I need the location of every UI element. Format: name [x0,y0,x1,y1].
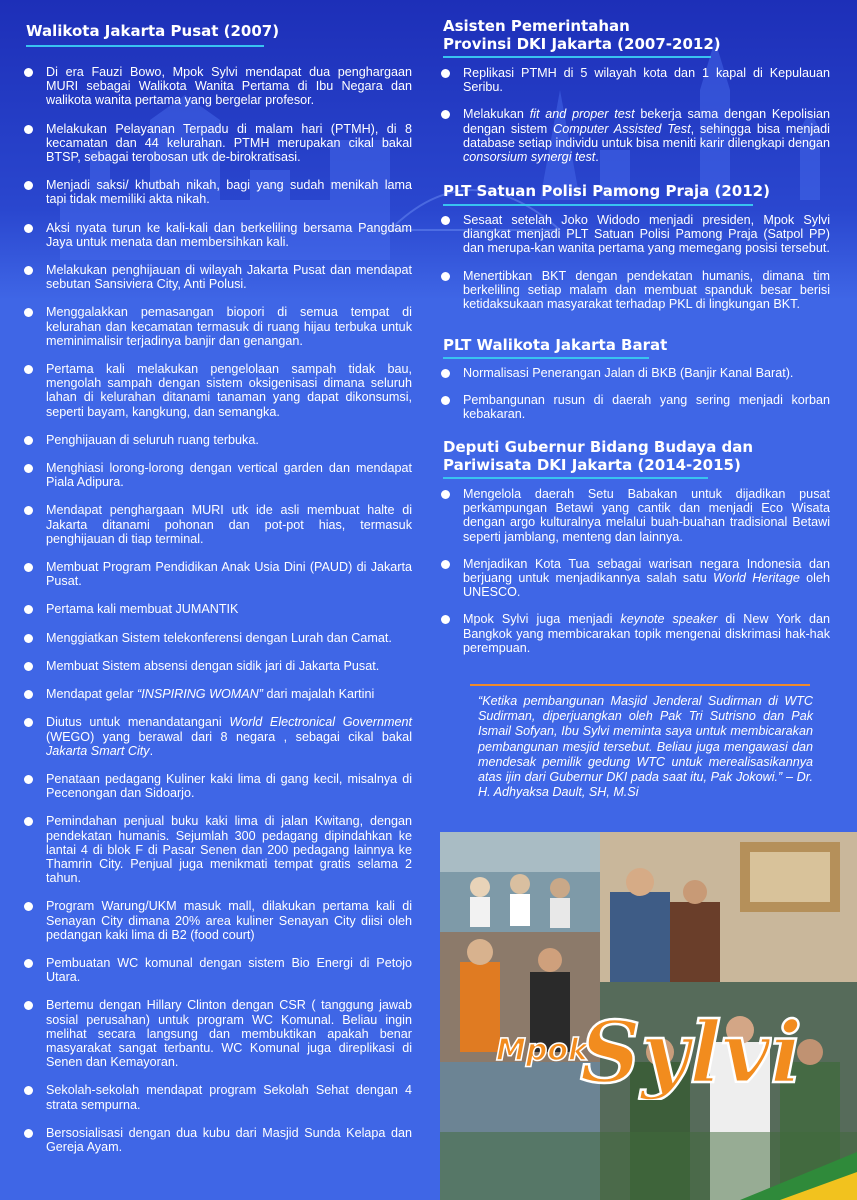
bullet-dot [24,662,33,671]
title-underline [26,45,264,47]
title-underline [443,56,711,58]
section-title-deputi-gubernur: Deputi Gubernur Bidang Budaya dan Pariwisata DKI Jakarta (2014-2015) [443,438,754,474]
bullet-dot [24,634,33,643]
bullet-dot [24,817,33,826]
list-item: Mengelola daerah Setu Babakan untuk dijadikan pusat perkampungan Betawi yang cantik dan menjadi Eco Wisata dengan argo kulturalnya melalui buah-buahan tradisional Betawi seperti jamblang, menteng dan lainnya. [437,487,830,544]
section-title-walikota-jakbar: PLT Walikota Jakarta Barat [443,336,668,354]
bullet-dot [24,224,33,233]
bullet-dot [24,181,33,190]
list-item: Menggalakkan pemasangan biopori di semua tempat di kelurahan dan kecamatan termasuk di ruang hijau terbuka untuk meminimalisir terjadinya banjir dan genangan. [20,305,412,348]
bullet-dot [24,266,33,275]
list-item: Aksi nyata turun ke kali-kali dan berkeliling bersama Pangdam Jaya untuk menata dan membersihkan kali. [20,221,412,249]
quote-divider [470,684,810,686]
list-item: Di era Fauzi Bowo, Mpok Sylvi mendapat dua penghargaan MURI sebagai Walikota Wanita Pertama di Ibu Negara dan walikota wanita pertama yang bergelar profesor. [20,65,412,108]
section-title-satpol-pp: PLT Satuan Polisi Pamong Praja (2012) [443,182,770,200]
bullet-dot [441,369,450,378]
list-item: Sesaat setelah Joko Widodo menjadi presiden, Mpok Sylvi diangkat menjadi PLT Satuan Polisi Pamong Praja (Satpol PP) dan merupa-kan wanita pertama yang memegang posisi tersebut. [437,213,830,256]
list-item: Pembangunan rusun di daerah yang sering menjadi korban kebakaran. [437,393,830,421]
bullet-dot [24,902,33,911]
bullet-dot [24,775,33,784]
bullet-dot [24,718,33,727]
bullet-dot [441,615,450,624]
list-item: Pemindahan penjual buku kaki lima di jalan Kwitang, dengan pendekatan humanis. Sejumlah 300 pedagang dipindahkan ke lantai 4 di blok F di Pasar Senen dan 200 pedagang lainnya ke Thamrin City. Penjual juga menikmati tempat gratis selama 2 tahun. [20,814,412,885]
mpok-sylvi-logo [488,990,808,1100]
bullet-dot [441,216,450,225]
list-item: Menggiatkan Sistem telekonferensi dengan Lurah dan Camat. [20,631,412,645]
logo-big-text: Sylvi [580,1003,803,1100]
walikota-jakpus-list [20,65,412,1154]
bullet-dot [24,1129,33,1138]
bullet-dot [24,125,33,134]
bullet-dot [24,1001,33,1010]
list-item: Membuat Sistem absensi dengan sidik jari di Jakarta Pusat. [20,659,412,673]
list-item: Menjadikan Kota Tua sebagai warisan negara Indonesia dan berjuang untuk menjadikannya salah satu World Heritage oleh UNESCO. [437,557,830,600]
list-item: Replikasi PTMH di 5 wilayah kota dan 1 kapal di Kepulauan Seribu. [437,66,830,94]
list-item: Sekolah-sekolah mendapat program Sekolah Sehat dengan 4 strata sempurna. [20,1083,412,1111]
bullet-dot [441,560,450,569]
list-item: Normalisasi Penerangan Jalan di BKB (Banjir Kanal Barat). [437,366,830,380]
title-underline [443,204,753,206]
list-item: Pembuatan WC komunal dengan sistem Bio Energi di Petojo Utara. [20,956,412,984]
list-item: Mpok Sylvi juga menjadi keynote speaker di New York dan Bangkok yang membicarakan topik mengenai diskrimasi hak-hak perempuan. [437,612,830,655]
bullet-dot [24,1086,33,1095]
bullet-dot [441,272,450,281]
bullet-dot [24,563,33,572]
bullet-dot [24,959,33,968]
list-item: Membuat Program Pendidikan Anak Usia Dini (PAUD) di Jakarta Pusat. [20,560,412,588]
list-item: Menghiasi lorong-lorong dengan vertical garden dan mendapat Piala Adipura. [20,461,412,489]
walikota-jakbar-list [437,366,830,422]
list-item: Penataan pedagang Kuliner kaki lima di gang kecil, misalnya di Pecenongan dan Sidoarjo. [20,772,412,800]
list-item: Bertemu dengan Hillary Clinton dengan CSR ( tanggung jawab sosial perusahan) untuk program WC Komunal. Beliau ingin melihat secara langsung dan membuktikan apakah benar masyarakat sangat terbantu. WC Komunal juga direplikasi di Senen dan Kemayoran. [20,998,412,1069]
title-underline [443,477,708,479]
bullet-dot [441,110,450,119]
bullet-dot [24,605,33,614]
list-item: Program Warung/UKM masuk mall, dilakukan pertama kali di Senayan City dimana 20% area kuliner Senayan City diisi oleh pedangan kaki lima di B2 (food court) [20,899,412,942]
list-item: Mendapat gelar “INSPIRING WOMAN” dari majalah Kartini [20,687,412,701]
list-item: Pertama kali melakukan pengelolaan sampah tidak bau, mengolah sampah dengan sistem oksigenisasi dimana seluruh lahan di kelurahan ditanami tanaman yang dapat dikonsumsi, seperti bayam, kangkung, dan semangka. [20,362,412,419]
list-item: Melakukan Pelayanan Terpadu di malam hari (PTMH), di 8 kecamatan dan 44 kelurahan. PTMH merupakan cikal bakal BTSP, sebagai terobosan utk de-birokratisasi. [20,122,412,165]
section-title-walikota-jakpus: Walikota Jakarta Pusat (2007) [26,22,280,40]
logo-small-text: Mpok [496,1033,588,1068]
asisten-pemerintahan-list [437,66,830,164]
list-item: Melakukan fit and proper test bekerja sama dengan Kepolisian dengan sistem Computer Assisted Test, sehingga bisa menjadi database setiap individu untuk bisa meniti karir dilengkapi dengan consorsium synergi test. [437,107,830,164]
bullet-dot [24,308,33,317]
testimonial-quote: “Ketika pembangunan Masjid Jenderal Sudirman di WTC Sudirman, diperjuangkan oleh Pak Tri Sutrisno dan Pak Ismail Sofyan, Ibu Sylvi meminta saya untuk membicarakan pembangunan mesjid tersebut. Beliau juga mengawasi dan mendesak pemilik gedung WTC untuk merealisasikannya atas ijin dari Gubernur DKI pada saat itu, Pak Jokowi.” – Dr. H. Adhyaksa Dault, SH, M.Si [478,694,813,800]
list-item: Pertama kali membuat JUMANTIK [20,602,412,616]
list-item: Menertibkan BKT dengan pendekatan humanis, dimana tim berkeliling setiap malam dan membuat spanduk besar berisi ketidaksukaan masyarakat terhadap PKL di lingkungan BKT. [437,269,830,312]
list-item: Diutus untuk menandatangani World Electronical Government (WEGO) yang berawal dari 8 negara , sebagai cikal bakal Jakarta Smart City. [20,715,412,758]
list-item: Penghijauan di seluruh ruang terbuka. [20,433,412,447]
list-item: Bersosialisasi dengan dua kubu dari Masjid Sunda Kelapa dan Gereja Ayam. [20,1126,412,1154]
bullet-dot [441,69,450,78]
title-underline [443,357,649,359]
bullet-dot [24,464,33,473]
bullet-dot [24,436,33,445]
bullet-dot [24,365,33,374]
bullet-dot [441,396,450,405]
bullet-dot [24,506,33,515]
section-title-asisten-pemerintahan: Asisten Pemerintahan Provinsi DKI Jakarta (2007-2012) [443,17,721,53]
bullet-dot [24,690,33,699]
list-item: Menjadi saksi/ khutbah nikah, bagi yang sudah menikah lama tapi tidak memiliki akta nikah. [20,178,412,206]
list-item: Melakukan penghijauan di wilayah Jakarta Pusat dan mendapat sebutan Sansiviera City, Anti Polusi. [20,263,412,291]
bullet-dot [441,490,450,499]
satpol-pp-list [437,213,830,311]
deputi-gubernur-list [437,487,830,655]
bullet-dot [24,68,33,77]
list-item: Mendapat penghargaan MURI utk ide asli membuat halte di Jakarta ditanami pohonan dan pot-pot hias, termasuk penghijauan di tiap terminal. [20,503,412,546]
